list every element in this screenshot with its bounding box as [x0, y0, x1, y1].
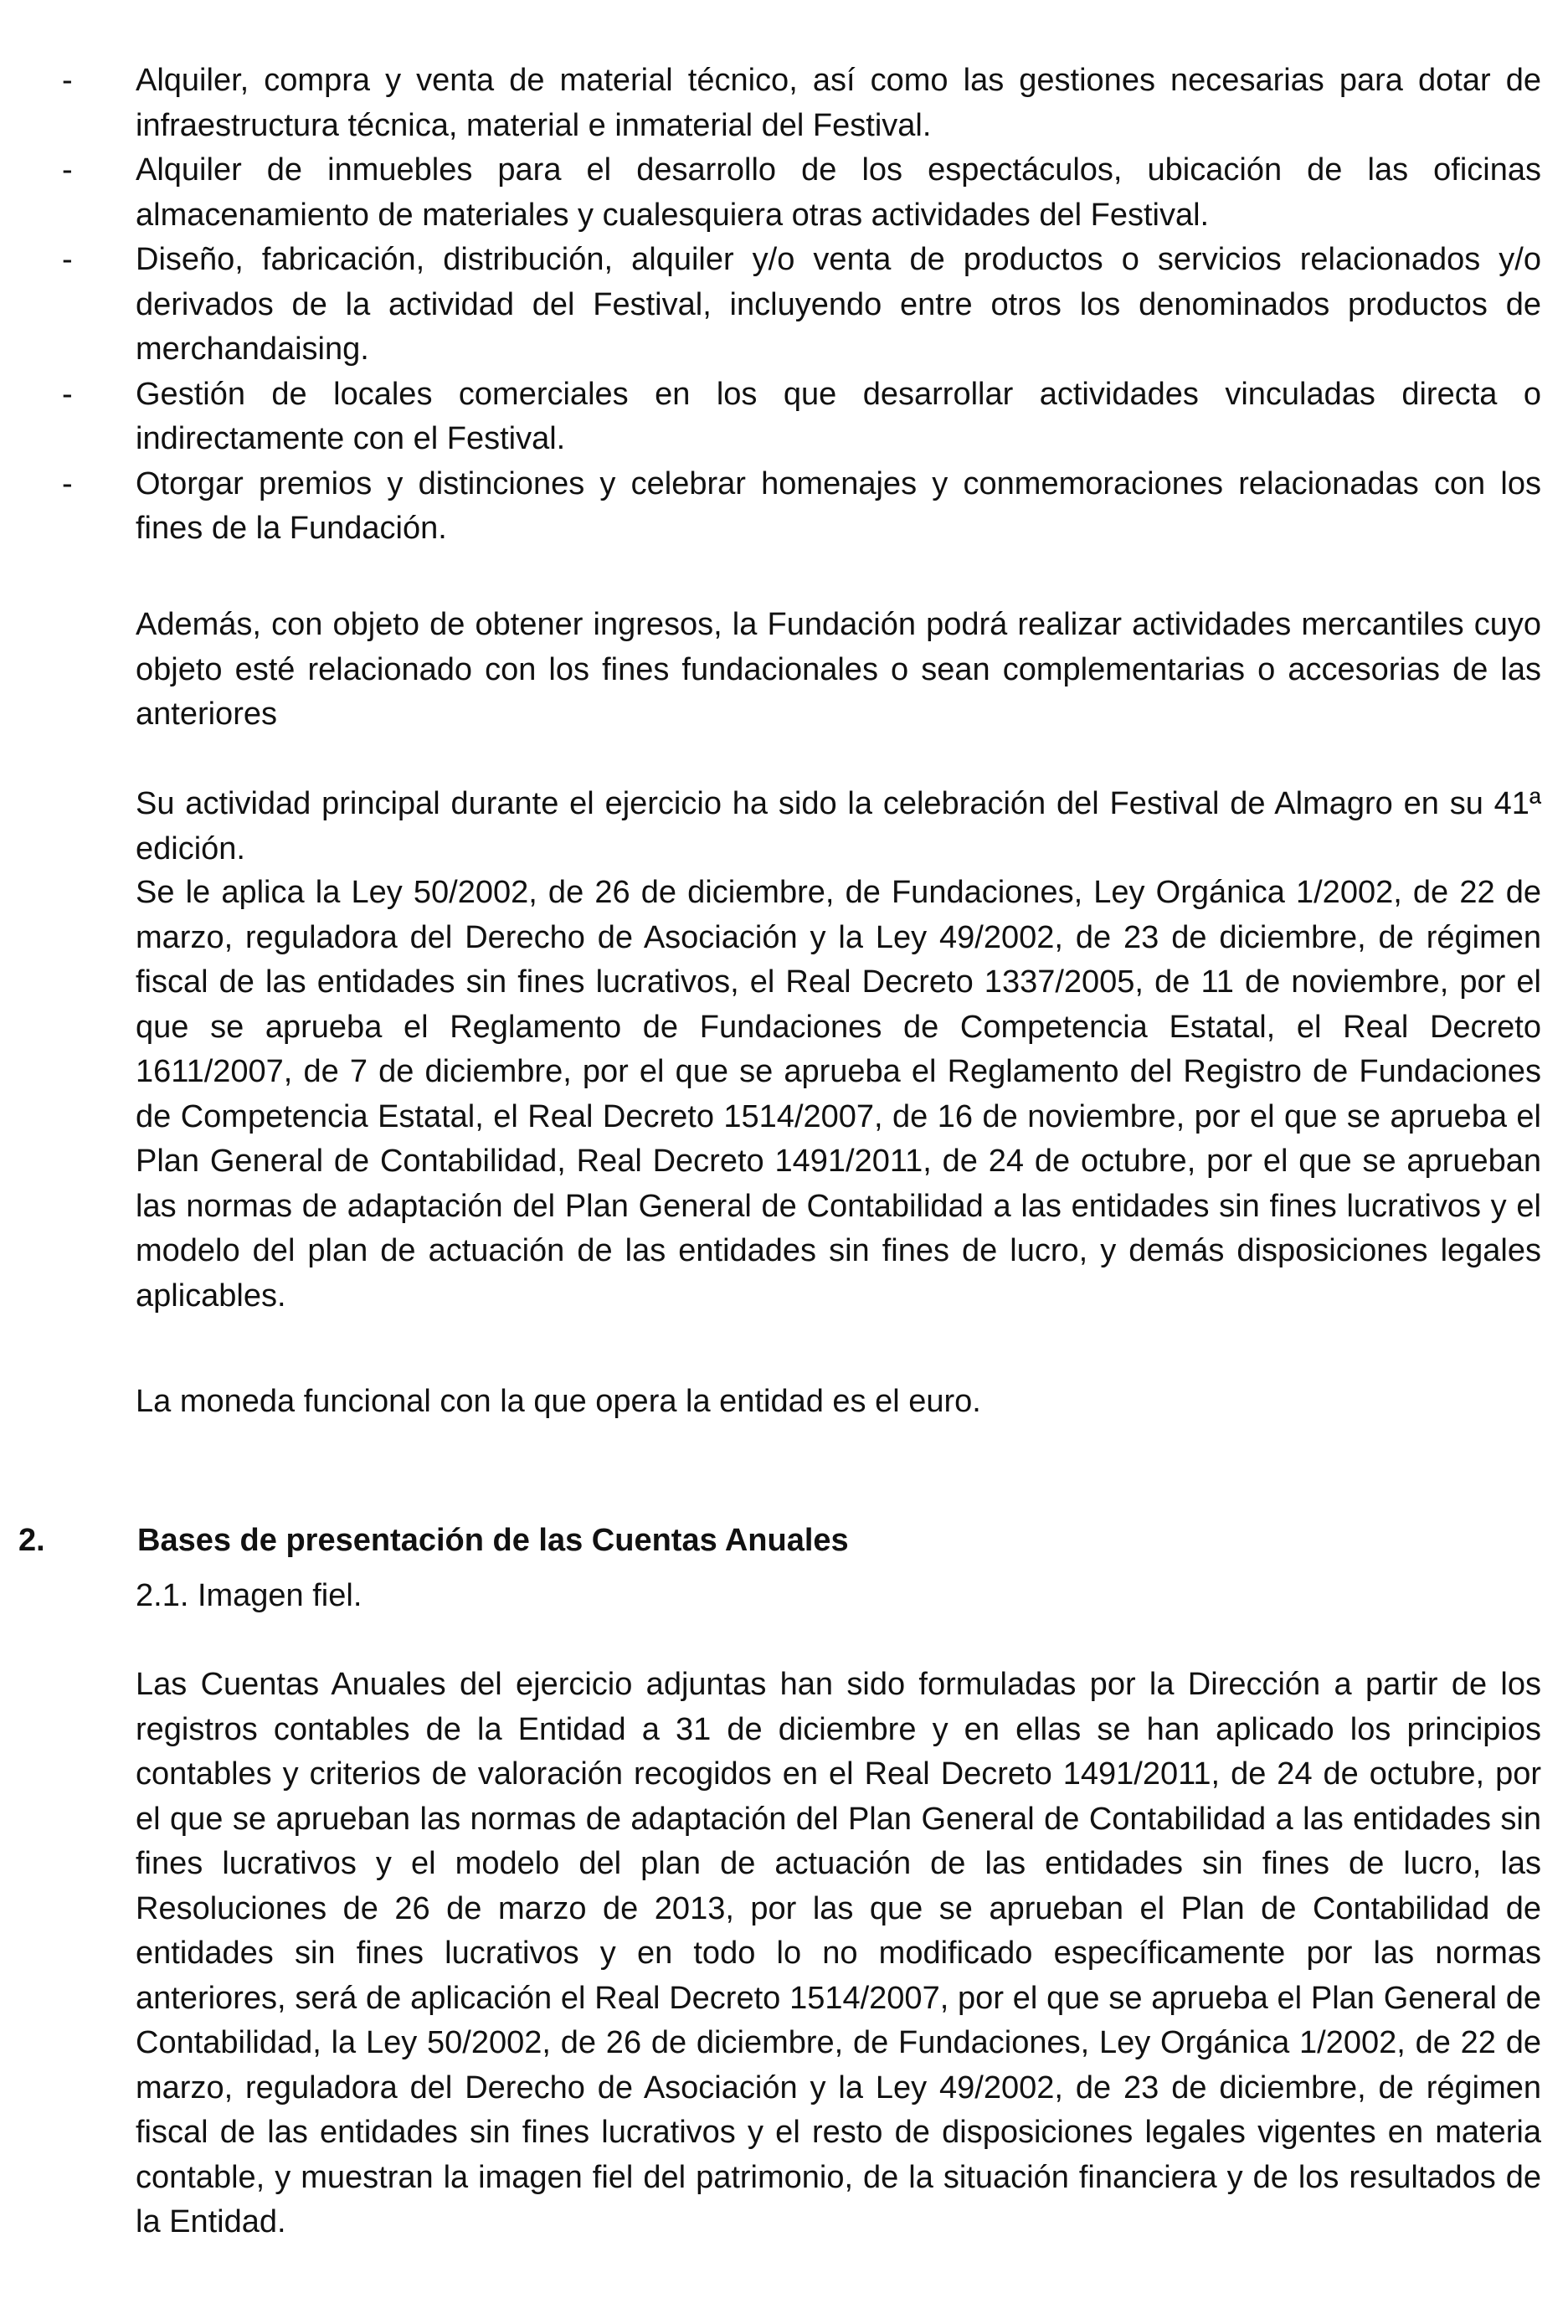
- paragraph-imagen-fiel: Las Cuentas Anuales del ejercicio adjuntas han sido formuladas por la Dirección a partir de los registros contables de la Entidad a 31 de diciembre y en ellas se han aplicado los principios contables y criterios de valoración recogidos en el Real Decreto 1491/2011, de 24 de octubre, por el que se aprueban las normas de adaptación del Plan General de Contabilidad a las entidades sin fines lucrativos y el modelo del plan de actuación de las entidades sin fines de lucro, las Resoluciones de 26 de marzo de 2013, por las que se aprueban el Plan de Contabilidad de entidades sin fines lucrativos y en todo lo no modificado específicamente por las normas anteriores, será de aplicación el Real Decreto 1514/2007, por el que se aprueba el Plan General de Contabilidad, la Ley 50/2002, de 26 de diciembre, de Fundaciones, Ley Orgánica 1/2002, de 22 de marzo, reguladora del Derecho de Asociación y la Ley 49/2002, de 23 de diciembre, de régimen fiscal de las entidades sin fines lucrativos y el resto de disposiciones legales vigentes en materia contable, y muestran la imagen fiel del patrimonio, de la situación financiera y de los resultados de la Entidad.: [136, 1667, 1541, 2239]
- bullet-marker: -: [62, 152, 73, 188]
- section-number: 2.: [18, 1523, 45, 1558]
- paragraph-moneda: La moneda funcional con la que opera la entidad es el euro.: [136, 1384, 981, 1419]
- paragraph-ingresos: Además, con objeto de obtener ingresos, la Fundación podrá realizar actividades mercantiles cuyo objeto esté relacionado con los fines fundacionales o sean complementarias o accesorias de las anteriores: [136, 607, 1541, 732]
- list-item-text: Otorgar premios y distinciones y celebrar homenajes y conmemoraciones relacionadas con los fines de la Fundación.: [136, 465, 1541, 546]
- bullet-marker: -: [62, 63, 73, 98]
- bullet-marker: -: [62, 465, 73, 501]
- list-item: [0, 148, 1568, 238]
- activities-list: [0, 59, 1568, 552]
- list-item-text: Alquiler, compra y venta de material técnico, así como las gestiones necesarias para dotar de infraestructura técnica, material e inmaterial del Festival.: [136, 63, 1541, 143]
- paragraph-legislacion: Se le aplica la Ley 50/2002, de 26 de diciembre, de Fundaciones, Ley Orgánica 1/2002, de 22 de marzo, reguladora del Derecho de Asociación y la Ley 49/2002, de 23 de diciembre, de régimen fiscal de las entidades sin fines lucrativos, el Real Decreto 1337/2005, de 11 de noviembre, por el que se aprueba el Reglamento de Fundaciones de Competencia Estatal, el Real Decreto 1611/2007, de 7 de diciembre, por el que se aprueba el Reglamento del Registro de Fundaciones de Competencia Estatal, el Real Decreto 1514/2007, de 16 de noviembre, por el que se aprueba el Plan General de Contabilidad, Real Decreto 1491/2011, de 24 de octubre, por el que se aprueban las normas de adaptación del Plan General de Contabilidad a las entidades sin fines lucrativos y el modelo del plan de actuación de las entidades sin fines de lucro, y demás disposiciones legales aplicables.: [136, 875, 1541, 1314]
- list-item: [0, 462, 1568, 552]
- bullet-marker: -: [62, 242, 73, 277]
- list-item: [0, 373, 1568, 462]
- list-item-text: Diseño, fabricación, distribución, alquiler y/o venta de productos o servicios relacionados y/o derivados de la actividad del Festival, incluyendo entre otros los denominados productos de merchandaising.: [136, 242, 1541, 367]
- section-title: Bases de presentación de las Cuentas Anuales: [137, 1523, 849, 1558]
- list-item: [0, 59, 1568, 148]
- list-item-text: Gestión de locales comerciales en los que desarrollar actividades vinculadas directa o indirectamente con el Festival.: [136, 376, 1541, 456]
- paragraph-actividad-principal: Su actividad principal durante el ejercicio ha sido la celebración del Festival de Almagro en su 41ª edición.: [136, 786, 1541, 866]
- subsection-title: 2.1. Imagen fiel.: [136, 1578, 362, 1613]
- bullet-marker: -: [62, 376, 73, 412]
- list-item: [0, 238, 1568, 373]
- list-item-text: Alquiler de inmuebles para el desarrollo de los espectáculos, ubicación de las oficinas almacenamiento de materiales y cualesquiera otras actividades del Festival.: [136, 152, 1541, 233]
